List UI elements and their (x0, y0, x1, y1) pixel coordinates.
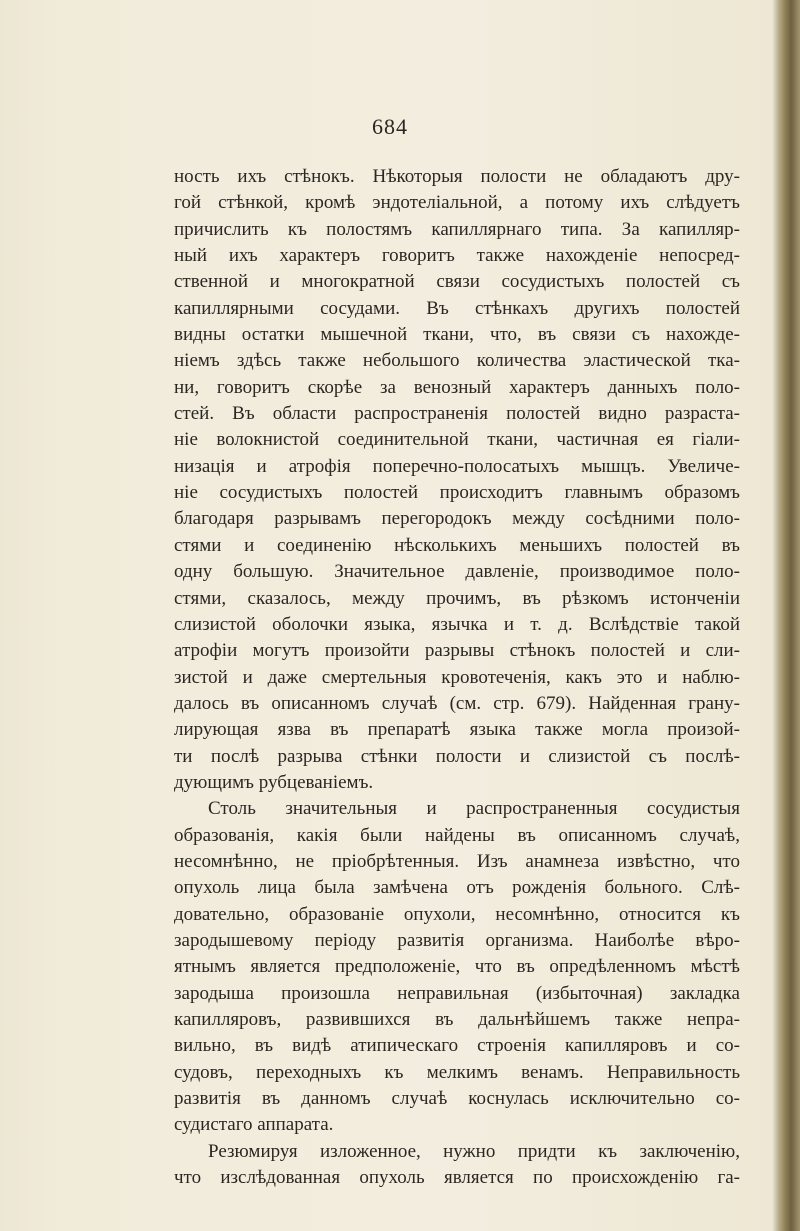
text-line: стей. Въ области распространенія полостей видно разраста- (174, 403, 740, 425)
body-text (174, 164, 740, 1191)
text-line: лирующая язва въ препаратѣ языка также могла произой- (174, 719, 740, 741)
text-line: развитія въ данномъ случаѣ коснулась исключительно со- (174, 1088, 740, 1110)
text-line: несомнѣнно, не пріобрѣтенныя. Изъ анамнеза извѣстно, что (174, 850, 740, 872)
text-line: атрофіи могутъ произойти разрывы стѣнокъ полостей и сли- (174, 640, 740, 662)
text-line: стями, сказалось, между прочимъ, въ рѣзкомъ истонченіи (174, 587, 740, 609)
text-line: слизистой оболочки языка, язычка и т. д. Вслѣдствіе такой (174, 613, 740, 635)
text-line: образованія, какія были найдены въ описанномъ случаѣ, (174, 824, 740, 846)
paragraph-last-line: дующимъ рубцеваніемъ. (174, 771, 374, 793)
text-line: одну большую. Значительное давленіе, производимое поло- (174, 561, 740, 583)
text-line: ніемъ здѣсь также небольшого количества эластической тка- (174, 350, 740, 372)
text-line: вильно, въ видѣ атипическаго строенія капилляровъ и со- (174, 1035, 740, 1057)
text-line: зародыша произошла неправильная (избыточная) закладка (174, 982, 740, 1004)
text-line: ятнымъ является предположеніе, что въ опредѣленномъ мѣстѣ (174, 956, 740, 978)
text-line: судовъ, переходныхъ къ мелкимъ венамъ. Неправильность (174, 1061, 740, 1083)
text-line: что изслѣдованная опухоль является по происхожденію га- (174, 1167, 740, 1189)
text-line: благодаря разрывамъ перегородокъ между сосѣдними поло- (174, 508, 740, 530)
page-number: 684 (372, 114, 408, 139)
text-line: причислить къ полостямъ капиллярнаго типа. За капилляр- (174, 218, 740, 240)
paragraph-first-line: Резюмируя изложенное, нужно придти къ заключенію, (208, 1140, 740, 1162)
text-line: ный ихъ характеръ говоритъ также нахожденіе непосред- (174, 245, 740, 267)
text-line: ность ихъ стѣнокъ. Нѣкоторыя полости не обладаютъ дру- (174, 166, 740, 187)
text-line: капилляровъ, развившихся въ дальнѣйшемъ также непра- (174, 1009, 740, 1030)
text-line: ственной и многократной связи сосудистыхъ полостей съ (174, 271, 740, 293)
text-line: довательно, образованіе опухоли, несомнѣнно, относится къ (174, 903, 740, 925)
text-line: ти послѣ разрыва стѣнки полости и слизистой съ послѣ- (174, 745, 740, 767)
text-line: зистой и даже смертельныя кровотеченія, какъ это и наблю- (174, 666, 740, 688)
book-binding-edge (778, 0, 800, 1231)
paragraph-first-line: Столь значительныя и распространенныя сосудистыя (208, 798, 740, 820)
text-line: опухоль лица была замѣчена отъ рожденія больного. Слѣ- (174, 877, 740, 899)
text-line: ніе волокнистой соединительной ткани, частичная ея гіали- (174, 429, 740, 451)
text-line: низація и атрофія поперечно-полосатыхъ мышцъ. Увеличе- (174, 455, 740, 477)
text-line: капиллярными сосудами. Въ стѣнкахъ другихъ полостей (174, 297, 740, 319)
text-line: зародышевому періоду развитія организма. Наиболѣе вѣро- (174, 929, 740, 951)
text-line: стями и соединенію нѣсколькихъ меньшихъ полостей въ (174, 534, 740, 556)
text-line: гой стѣнкой, кромѣ эндотеліальной, а потому ихъ слѣдуетъ (174, 192, 740, 214)
paragraph-last-line: судистаго аппарата. (174, 1114, 334, 1136)
text-line: ни, говоритъ скорѣе за венозный характеръ данныхъ поло- (174, 376, 740, 398)
text-line: видны остатки мышечной ткани, что, въ связи съ нахожде- (174, 324, 740, 346)
text-line: ніе сосудистыхъ полостей происходитъ главнымъ образомъ (174, 482, 740, 504)
text-line: далось въ описанномъ случаѣ (см. стр. 679). Найденная грану- (174, 692, 740, 714)
